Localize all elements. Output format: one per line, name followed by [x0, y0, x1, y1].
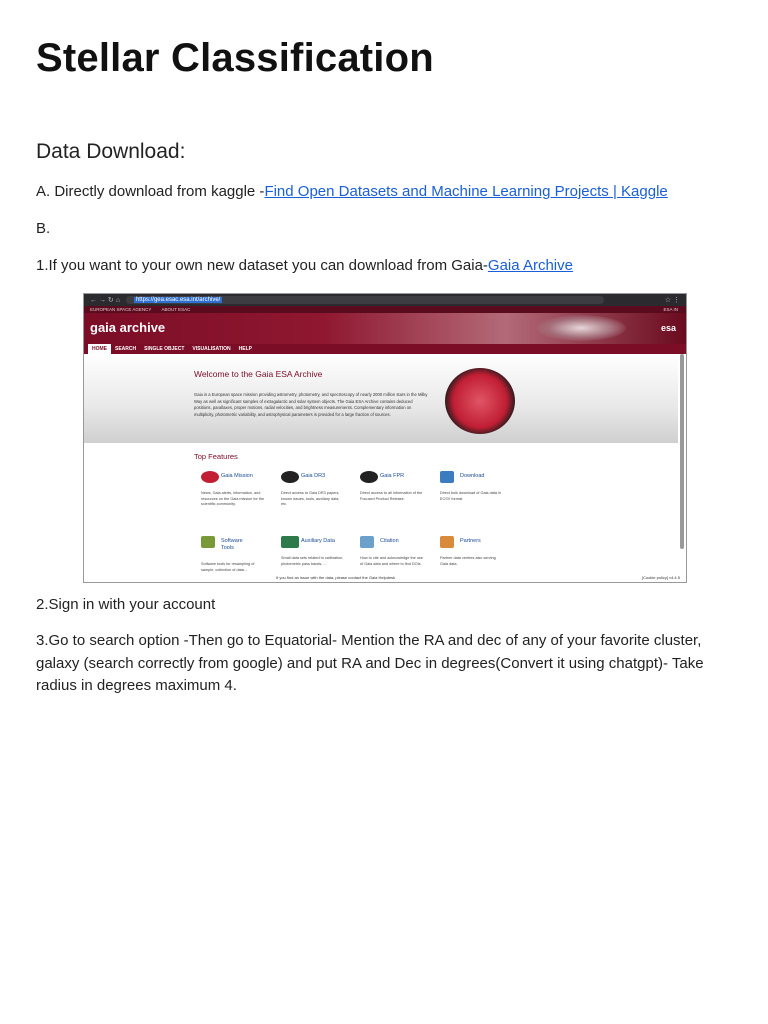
gaia-badge-icon	[445, 368, 515, 434]
step-1-text: 1.If you want to your own new dataset you can download from Gaia-	[36, 257, 488, 274]
footer-right	[642, 575, 680, 580]
scrollbar	[680, 354, 684, 549]
option-a-text: A. Directly download from kaggle -	[36, 183, 265, 200]
menu-home: HOME	[88, 344, 111, 354]
top-features-title: Top Features	[194, 452, 238, 461]
feature-desc: Small data sets related to calibration, photometric pass bands, ...	[281, 556, 344, 566]
feature-label: Citation	[380, 538, 399, 544]
footer-text: If you find an issue with the data, please contact the Gaia Helpdesk	[276, 575, 396, 580]
feature-label: Download	[460, 473, 485, 479]
welcome-title: Welcome to the Gaia ESA Archive	[194, 369, 323, 379]
gaia-dr3-icon	[281, 471, 299, 483]
esa-in-link: ESA IN	[663, 307, 678, 312]
citation-icon	[360, 536, 374, 548]
galaxy-image	[536, 315, 626, 341]
version: v4.4.5	[669, 575, 680, 580]
feature-desc: News, Gaia alerts, information, and resources on the Gaia mission for the scientific community.	[201, 491, 265, 506]
screenshot-footer	[84, 575, 686, 582]
partners-icon	[440, 536, 454, 548]
feature-desc: Partner data centres also serving Gaia data.	[440, 556, 496, 566]
menu-help: HELP	[238, 346, 253, 352]
feature-desc: How to cite and acknowledge the use of Gaia data and where to find DOIs.	[360, 556, 423, 566]
feature-desc: Direct bulk download of Gaia data in ECSV format.	[440, 491, 501, 501]
step-1	[36, 255, 736, 278]
gaia-archive-logo: gaia archive	[90, 320, 166, 335]
gaia-menu	[84, 344, 686, 354]
step-3: 3.Go to search option -Then go to Equatorial- Mention the RA and dec of any of your favorite cluster, galaxy (search correctly from google) and put RA and Dec in degrees(Convert it using chatgpt)- Take radius in degrees maximum 4.	[36, 632, 704, 694]
menu-search: SEARCH	[115, 346, 137, 352]
browser-url-text: https://gea.esac.esa.int/archive/	[135, 297, 221, 303]
section-heading: Data Download:	[36, 140, 186, 163]
browser-extensions-icon: ☆ ⋮	[664, 297, 680, 304]
page-title: Stellar Classification	[36, 36, 434, 80]
gaia-fpr-icon	[360, 471, 378, 483]
feature-desc: Direct access to Gaia DR3 papers, known issues, tools, auxiliary data, etc.	[281, 491, 340, 506]
menu-single-object: SINGLE OBJECT	[144, 346, 185, 352]
feature-label: Gaia Mission	[221, 473, 253, 479]
browser-bar	[84, 294, 686, 306]
welcome-panel	[84, 354, 678, 443]
feature-label: Gaia DR3	[301, 473, 326, 479]
gaia-archive-screenshot	[83, 293, 687, 583]
browser-nav-icon: ← → ↻ ⌂	[90, 297, 120, 304]
feature-label: Auxiliary Data	[301, 538, 335, 544]
feature-desc: Software tools for resampling of sample, collection of data...	[201, 562, 255, 572]
menu-visualisation: VISUALISATION	[192, 346, 231, 352]
cookie-policy: [Cookie policy]	[641, 575, 668, 580]
download-icon	[440, 471, 454, 483]
welcome-text: Gaia is a European space mission providing astrometry, photometry, and spectroscopy of nearly 2000 million stars in the Milky Way as well as significant samples of extragalactic and solar system objects. The Gaia ESA Archive contains deduced positions, parallaxes, proper motions, radial velocities, and brightness measurements. Complementary information on multiplicity, photometric variability, and astrophysical parameters is provided for a large fraction of sources.	[194, 392, 428, 417]
top-strip	[84, 306, 686, 313]
gaia-hero	[84, 313, 686, 344]
software-tools-icon	[201, 536, 215, 548]
gaia-mission-icon	[201, 471, 219, 483]
auxiliary-data-icon	[281, 536, 299, 548]
option-b: B.	[36, 220, 51, 237]
esa-top-link: EUROPEAN SPACE AGENCY	[90, 307, 152, 312]
feature-desc: Direct access to all information of the Focused Product Release.	[360, 491, 423, 501]
feature-label: Partners	[460, 538, 481, 544]
feature-label: Gaia FPR	[380, 473, 405, 479]
esa-logo: esa	[660, 323, 676, 333]
browser-url	[126, 296, 604, 304]
feature-label: Software Tools	[221, 538, 243, 551]
step-2: 2.Sign in with your account	[36, 596, 216, 613]
option-a	[36, 181, 736, 204]
esac-top-link: ABOUT ESAC	[161, 307, 191, 312]
kaggle-link[interactable]: Find Open Datasets and Machine Learning Projects | Kaggle	[264, 183, 668, 200]
gaia-archive-link[interactable]: Gaia Archive	[487, 257, 573, 274]
